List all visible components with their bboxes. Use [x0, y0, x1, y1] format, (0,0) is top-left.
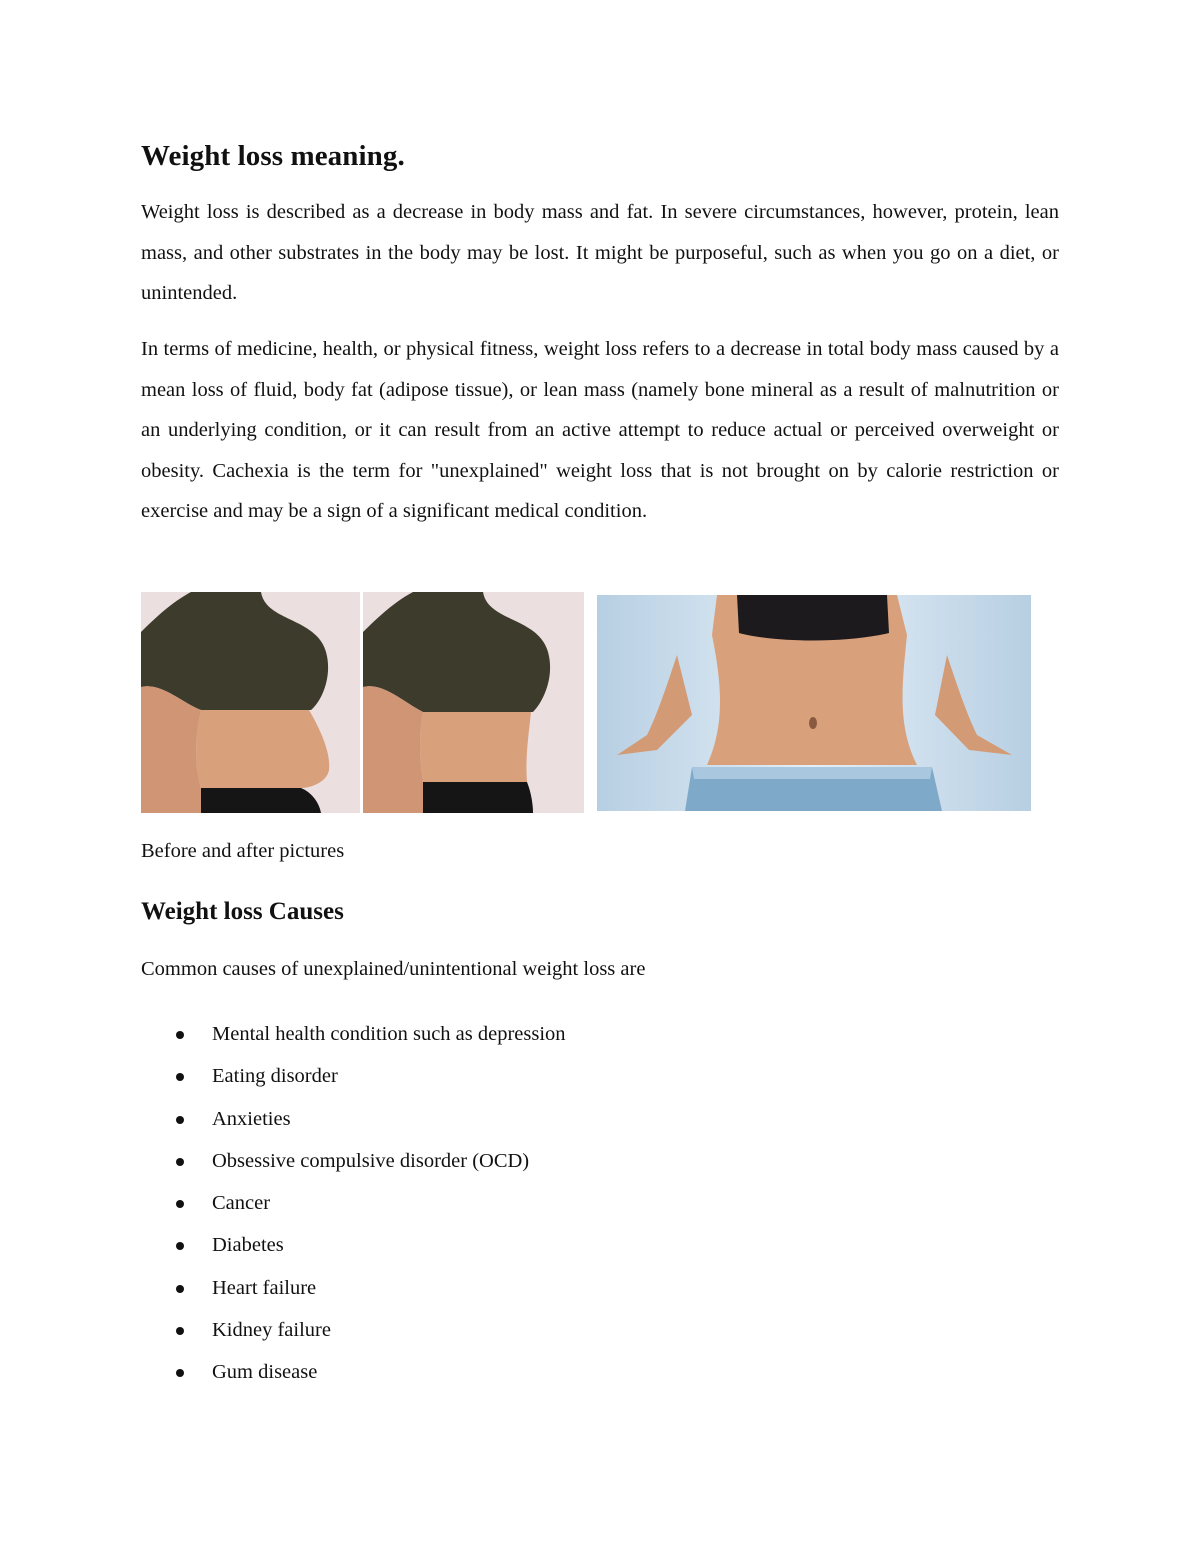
list-item: Eating disorder — [141, 1056, 566, 1098]
list-item: Kidney failure — [141, 1310, 566, 1352]
causes-list — [141, 1014, 566, 1395]
page-title: Weight loss meaning. — [141, 140, 405, 172]
bullet-icon — [176, 1116, 184, 1124]
list-item: Gum disease — [141, 1352, 566, 1394]
bullet-icon — [176, 1285, 184, 1293]
list-item: Obsessive compulsive disorder (OCD) — [141, 1141, 566, 1183]
causes-heading: Weight loss Causes — [141, 898, 344, 925]
bullet-icon — [176, 1327, 184, 1335]
after-photo — [363, 592, 584, 813]
list-item: Anxieties — [141, 1099, 566, 1141]
bullet-icon — [176, 1158, 184, 1166]
waist-photo — [597, 595, 1031, 811]
list-item: Diabetes — [141, 1225, 566, 1267]
bullet-icon — [176, 1031, 184, 1039]
list-item: Heart failure — [141, 1268, 566, 1310]
figure-caption: Before and after pictures — [141, 840, 345, 862]
paragraph-medical: In terms of medicine, health, or physical fitness, weight loss refers to a decrease in total body mass caused by a mean loss of fluid, body fat (adipose tissue), or lean mass (namely bone mineral as a result of malnutrition or an underlying condition, or it can result from an active attempt to reduce actual or perceived overweight or obesity. Cachexia is the term for "unexplained" weight loss that is not brought on by calorie restriction or exercise and may be a sign of a significant medical condition. — [141, 338, 1059, 522]
bullet-icon — [176, 1200, 184, 1208]
bullet-icon — [176, 1242, 184, 1250]
causes-intro: Common causes of unexplained/unintentional weight loss are — [141, 958, 646, 980]
bullet-icon — [176, 1073, 184, 1081]
before-after-figure — [141, 592, 1031, 814]
bullet-icon — [176, 1369, 184, 1377]
paragraph-definition: Weight loss is described as a decrease in body mass and fat. In severe circumstances, however, protein, lean mass, and other substrates in the body may be lost. It might be purposeful, such as when you go on a diet, or unintended. — [141, 201, 1059, 304]
list-item: Mental health condition such as depression — [141, 1014, 566, 1056]
before-photo — [141, 592, 360, 813]
list-item: Cancer — [141, 1183, 566, 1225]
